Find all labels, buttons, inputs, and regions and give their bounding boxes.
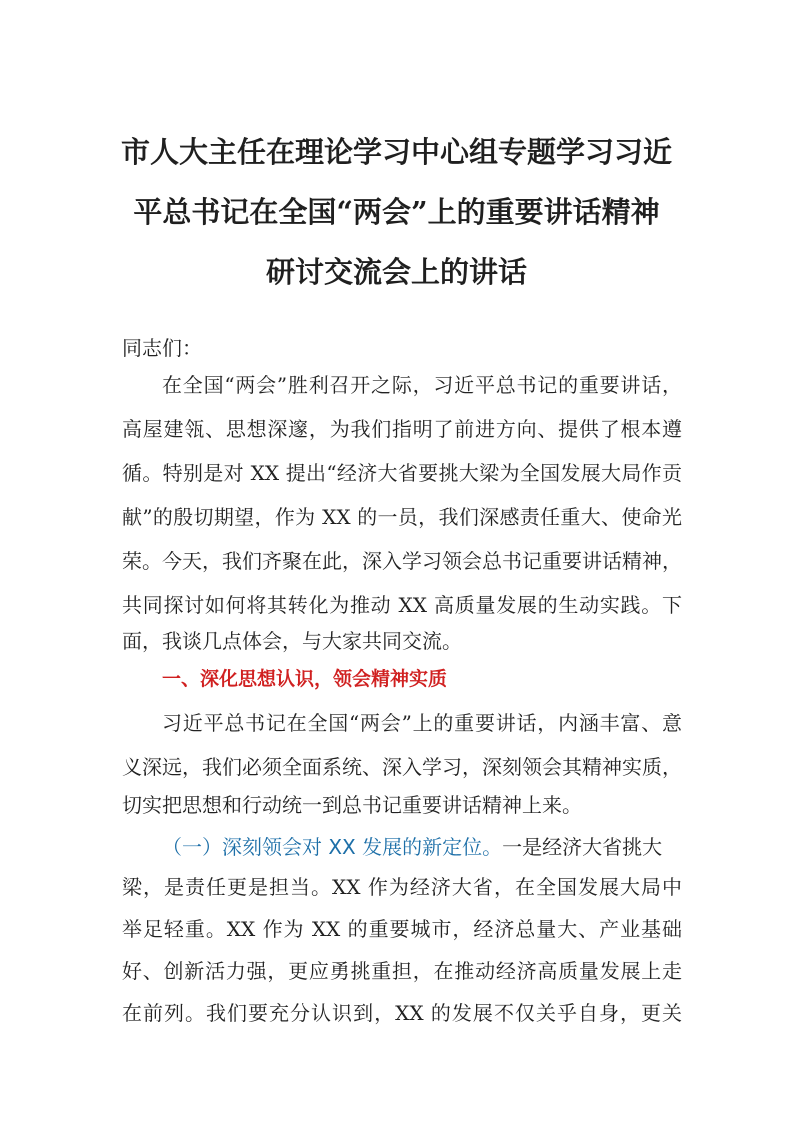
document-title-line-3: 研讨交流会上的讲话 [265, 255, 527, 289]
section-heading-1: 一、深化思想认识，领会精神实质 [162, 668, 448, 690]
paragraph-1-line-1: 在全国“两会”胜利召开之际，习近平总书记的重要讲话， [162, 373, 682, 397]
subsection-1-line [162, 832, 682, 862]
paragraph-3-line-3: 好、创新活力强，更应勇挑重担，在推动经济高质量发展上走 [122, 959, 682, 983]
paragraph-1-line-2: 高屋建瓴、思想深邃，为我们指明了前进方向、提供了根本遵 [122, 417, 682, 441]
paragraph-2-line-1: 习近平总书记在全国“两会”上的重要讲话，内涵丰富、意 [162, 711, 682, 735]
subsection-1-text-start: 一是经济大省挑大 [502, 835, 663, 859]
paragraph-2-line-2: 义深远，我们必须全面系统、深入学习，深刻领会其精神实质， [122, 755, 682, 779]
subsection-heading-1: （一）深刻领会对 XX 发展的新定位。 [162, 835, 503, 859]
paragraph-3-line-4: 在前列。我们要充分认识到，XX 的发展不仅关乎自身，更关 [122, 1001, 682, 1025]
paragraph-1-line-5: 荣。今天，我们齐聚在此，深入学习领会总书记重要讲话精神， [122, 549, 682, 573]
paragraph-2-line-3: 切实把思想和行动统一到总书记重要讲话精神上来。 [122, 793, 582, 817]
document-title-line-2: 平总书记在全国“两会”上的重要讲话精神 [133, 195, 660, 229]
paragraph-1-line-4: 献”的殷切期望，作为 XX 的一员，我们深感责任重大、使命光 [122, 505, 682, 529]
paragraph-1-line-6: 共同探讨如何将其转化为推动 XX 高质量发展的生动实践。下 [122, 593, 682, 617]
paragraph-1-line-3: 循。特别是对 XX 提出“经济大省要挑大梁为全国发展大局作贡 [122, 461, 682, 485]
salutation: 同志们： [122, 336, 202, 360]
document-title-line-1: 市人大主任在理论学习中心组专题学习习近 [120, 135, 672, 169]
paragraph-3-line-1: 梁，是责任更是担当。XX 作为经济大省，在全国发展大局中 [122, 875, 682, 899]
paragraph-3-line-2: 举足轻重。XX 作为 XX 的重要城市，经济总量大、产业基础 [122, 917, 682, 941]
paragraph-1-line-7: 面，我谈几点体会，与大家共同交流。 [122, 629, 462, 653]
